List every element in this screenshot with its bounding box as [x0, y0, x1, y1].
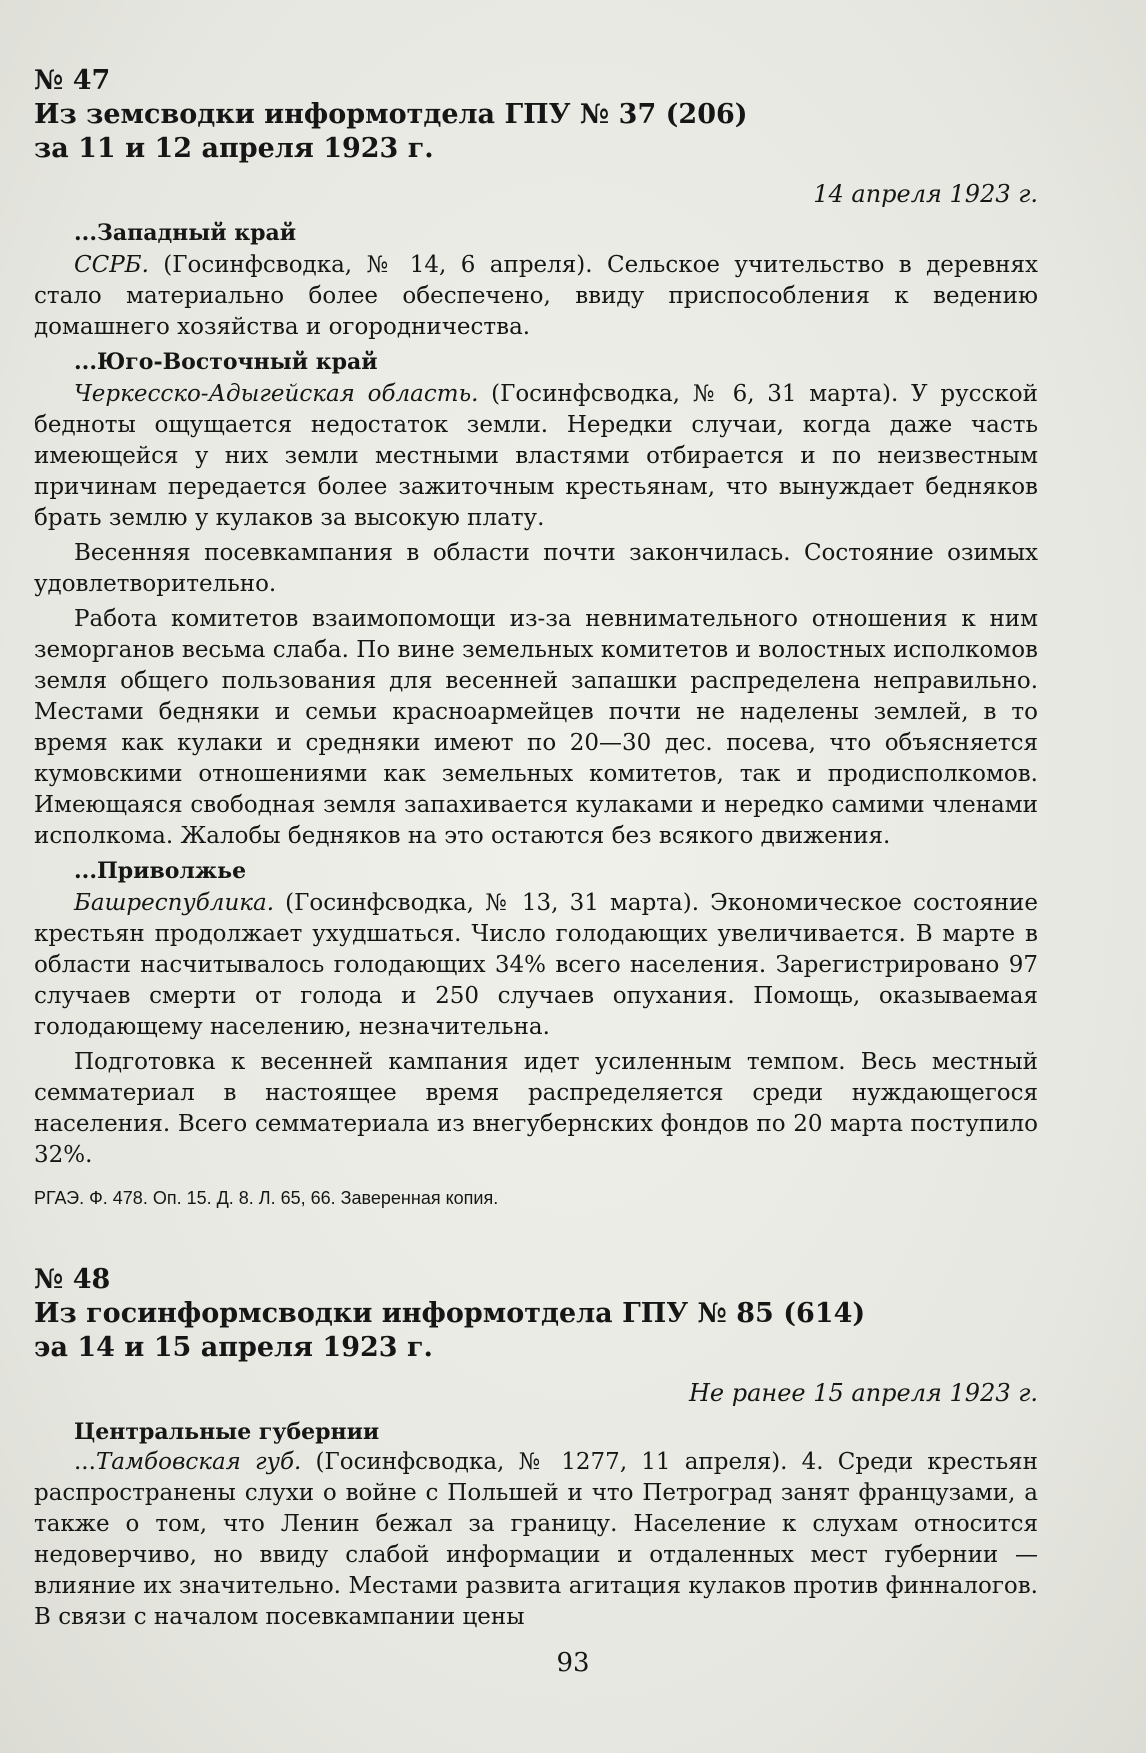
- paragraph-bashrepublic: [34, 888, 1038, 1043]
- paragraph-tambov: [34, 1447, 1038, 1633]
- archive-source: РГАЭ. Ф. 478. Оп. 15. Д. 8. Л. 65, 66. Заверенная копия.: [34, 1188, 499, 1208]
- region-name: ССРБ.: [74, 252, 149, 278]
- document-date: 14 апреля 1923 г.: [813, 180, 1038, 208]
- document-48: [34, 1263, 1038, 1633]
- document-47: [34, 64, 1038, 1211]
- paragraph-text: (Госинфсводка, № 6, 31 марта). У русской бедноты ощущается недостаток земли. Нередки случаи, когда даже часть имеющейся у них земли местными властями отбирается и по неизвестным причинам передается более зажиточным крестьянам, что вынуждает бедняков брать землю у кулаков за высокую плату.: [34, 381, 1038, 531]
- paragraph-text: (Госинфсводка, № 14, 6 апреля). Сельское учительство в деревнях стало материально более обеспечено, ввиду приспособления к ведению домашнего хозяйства и огородничества.: [34, 252, 1038, 340]
- paragraph-committees: Работа комитетов взаимопомощи из-за невнимательного отношения к ним земорганов весьма слаба. По вине земельных комитетов и волостных исполкомов земля общего пользования для весенней запашки распределена неправильно. Местами бедняки и семьи красноармейцев почти не наделены землей, в то время как кулаки и средняки имеют по 20—30 дес. посева, что объясняется кумовскими отношениями как земельных комитетов, так и продисполкомов. Имеющаяся свободная земля запахивается кулаками и нередко самими членами исполкома. Жалобы бедняков на это остаются без всякого движения.: [34, 606, 1038, 849]
- paragraph-cherkess: [34, 379, 1038, 534]
- section-heading-southeast: ...Юго-Восточный край: [74, 349, 378, 375]
- page-number: 93: [556, 1648, 590, 1678]
- paragraph-text: (Госинфсводка, № 1277, 11 апреля). 4. Среди крестьян распространены слухи о войне с Польшей и что Петроград занят французами, а также о том, что Ленин бежал за границу. Население к слухам относится недоверчиво, но ввиду слабой информации и отдаленных мест губернии — влияние их значительно. Местами развита агитация кулаков против финналогов. В связи с началом посевкампании цены: [34, 1449, 1039, 1630]
- paragraph-preparation: Подготовка к весенней кампания идет усиленным темпом. Весь местный семматериал в настоящее время распределяется среди нуждающегося населения. Всего семматериала из внегубернских фондов по 20 марта поступило 32%.: [34, 1049, 1038, 1168]
- region-name: Тамбовская губ.: [95, 1449, 302, 1475]
- paragraph-ssrb: [34, 250, 1038, 343]
- section-heading-volga: ...Приволжье: [74, 858, 247, 884]
- paragraph-sowing: Весенняя посевкампания в области почти закончилась. Состояние озимых удовлетворительно.: [34, 540, 1038, 597]
- section-heading-west: ...Западный край: [74, 220, 297, 246]
- document-number: № 48: [34, 1264, 111, 1295]
- document-date: Не ранее 15 апреля 1923 г.: [688, 1379, 1038, 1407]
- ellipsis: ...: [74, 1449, 96, 1475]
- document-title-line-2: эа 14 и 15 апреля 1923 г.: [34, 1332, 433, 1363]
- text-column: [34, 64, 1038, 1637]
- region-name: Черкесско-Адыгейская область.: [74, 381, 479, 407]
- region-name: Башреспублика.: [74, 890, 275, 916]
- section-heading-central: Центральные губернии: [74, 1419, 380, 1445]
- document-number: № 47: [34, 65, 111, 96]
- document-title-line-1: Из земсводки информотдела ГПУ № 37 (206): [34, 99, 748, 130]
- paragraph-text: (Госинфсводка, № 13, 31 марта). Экономическое состояние крестьян продолжает ухудшаться. Число голодающих увеличивается. В марте в области насчитывалось голодающих 34% всего населения. Зарегистрировано 97 случаев смерти от голода и 250 случаев опухания. Помощь, оказываемая голодающему населению, незначительна.: [34, 890, 1038, 1040]
- document-title-line-2: за 11 и 12 апреля 1923 г.: [34, 133, 434, 164]
- document-title-line-1: Из госинформсводки информотдела ГПУ № 85 (614): [34, 1298, 866, 1329]
